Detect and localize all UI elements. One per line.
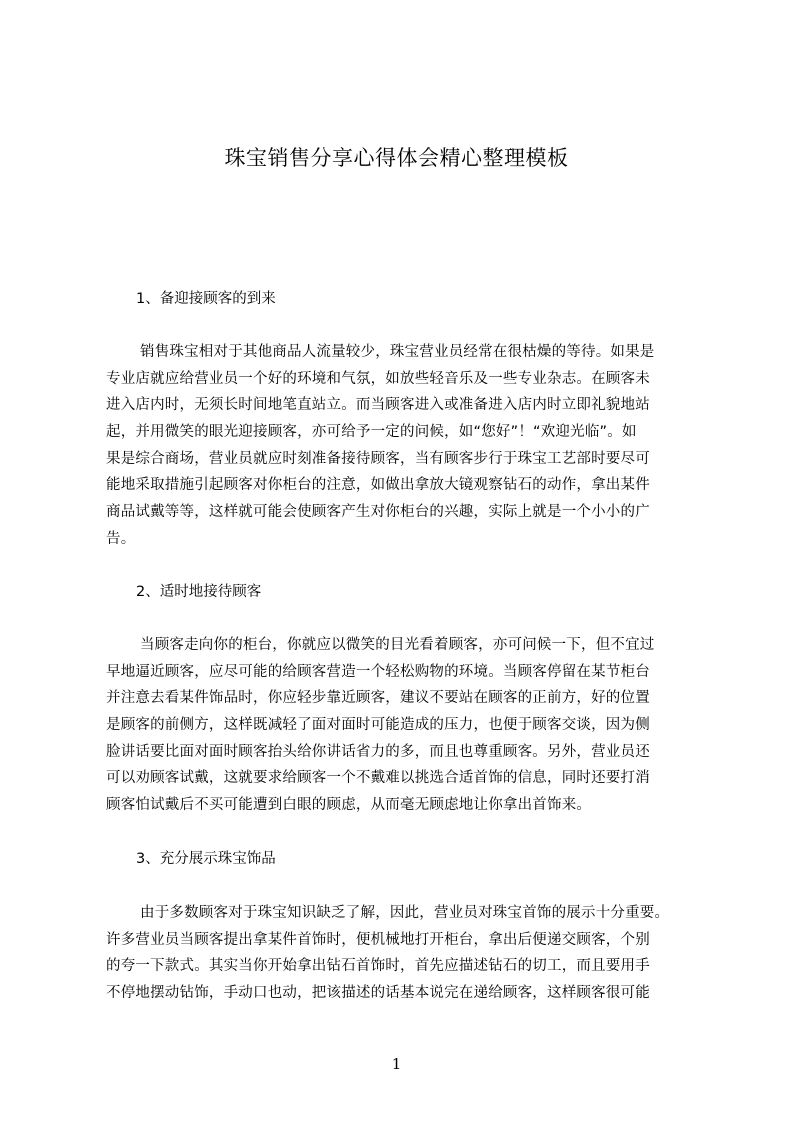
section-heading-2: 2、适时地接待顾客 [136,584,262,600]
page-number: 1 [391,1055,402,1073]
paragraph-line: 可以劝顾客试戴，这就要求给顾客一个不戴难以挑选合适首饰的信息，同时还要打消 [106,770,650,787]
section-paragraph-3 [106,900,702,1007]
page-title: 珠宝销售分享心得体会精心整理模板 [224,146,569,170]
paragraph-line: 专业店就应给营业员一个好的环境和气氛，如放些轻音乐及一些专业杂志。在顾客未 [106,370,650,387]
paragraph-line: 由于多数顾客对于珠宝知识缺乏了解，因此，营业员对珠宝首饰的展示十分重要。 [140,905,670,921]
paragraph-line: 当顾客走向你的柜台，你就应以微笑的目光看着顾客，亦可问候一下，但不宜过 [140,637,655,653]
section-paragraph-1 [106,339,702,553]
paragraph-line: 早地逼近顾客，应尽可能的给顾客营造一个轻松购物的环境。当顾客停留在某节柜台 [106,663,650,680]
paragraph-line: 起，并用微笑的眼光迎接顾客，亦可给予一定的问候，如“您好”！“欢迎光临”。如 [106,424,637,441]
paragraph-line: 进入店内时，无须长时间地笔直站立。而当顾客进入或准备进入店内时立即礼貌地站 [106,397,650,414]
paragraph-line: 商品试戴等等，这样就可能会使顾客产生对你柜台的兴趣，实际上就是一个小小的广 [106,504,650,521]
paragraph-line: 果是综合商场，营业员就应时刻准备接待顾客，当有顾客步行于珠宝工艺部时要尽可 [106,450,650,467]
paragraph-line: 销售珠宝相对于其他商品人流量较少，珠宝营业员经常在很枯燥的等待。如果是 [140,344,655,360]
paragraph-line: 能地采取措施引起顾客对你柜台的注意，如做出拿放大镜观察钻石的动作，拿出某件 [106,477,650,494]
section-heading-3: 3、充分展示珠宝饰品 [136,851,276,867]
paragraph-line: 是顾客的前侧方，这样既减轻了面对面时可能造成的压力，也便于顾客交谈，因为侧 [106,717,650,734]
paragraph-line: 不停地摆动钻饰，手动口也动，把该描述的话基本说完在递给顾客，这样顾客很可能 [106,985,650,1002]
paragraph-line: 告。 [106,530,136,547]
paragraph-line: 顾客怕试戴后不买可能遭到白眼的顾虑，从而毫无顾虑地让你拿出首饰来。 [106,797,592,814]
paragraph-line: 脸讲话要比面对面时顾客抬头给你讲话省力的多，而且也尊重顾客。另外，营业员还 [106,743,650,760]
paragraph-line: 许多营业员当顾客提出拿某件首饰时，便机械地打开柜台，拿出后便递交顾客，个别 [106,931,650,948]
section-paragraph-2 [106,632,702,819]
paragraph-line: 并注意去看某件饰品时，你应轻步靠近顾客，建议不要站在顾客的正前方，好的位置 [106,690,650,707]
paragraph-line: 的夸一下款式。其实当你开始拿出钻石首饰时，首先应描述钻石的切工，而且要用手 [106,958,650,975]
section-heading-1: 1、备迎接顾客的到来 [136,291,276,307]
